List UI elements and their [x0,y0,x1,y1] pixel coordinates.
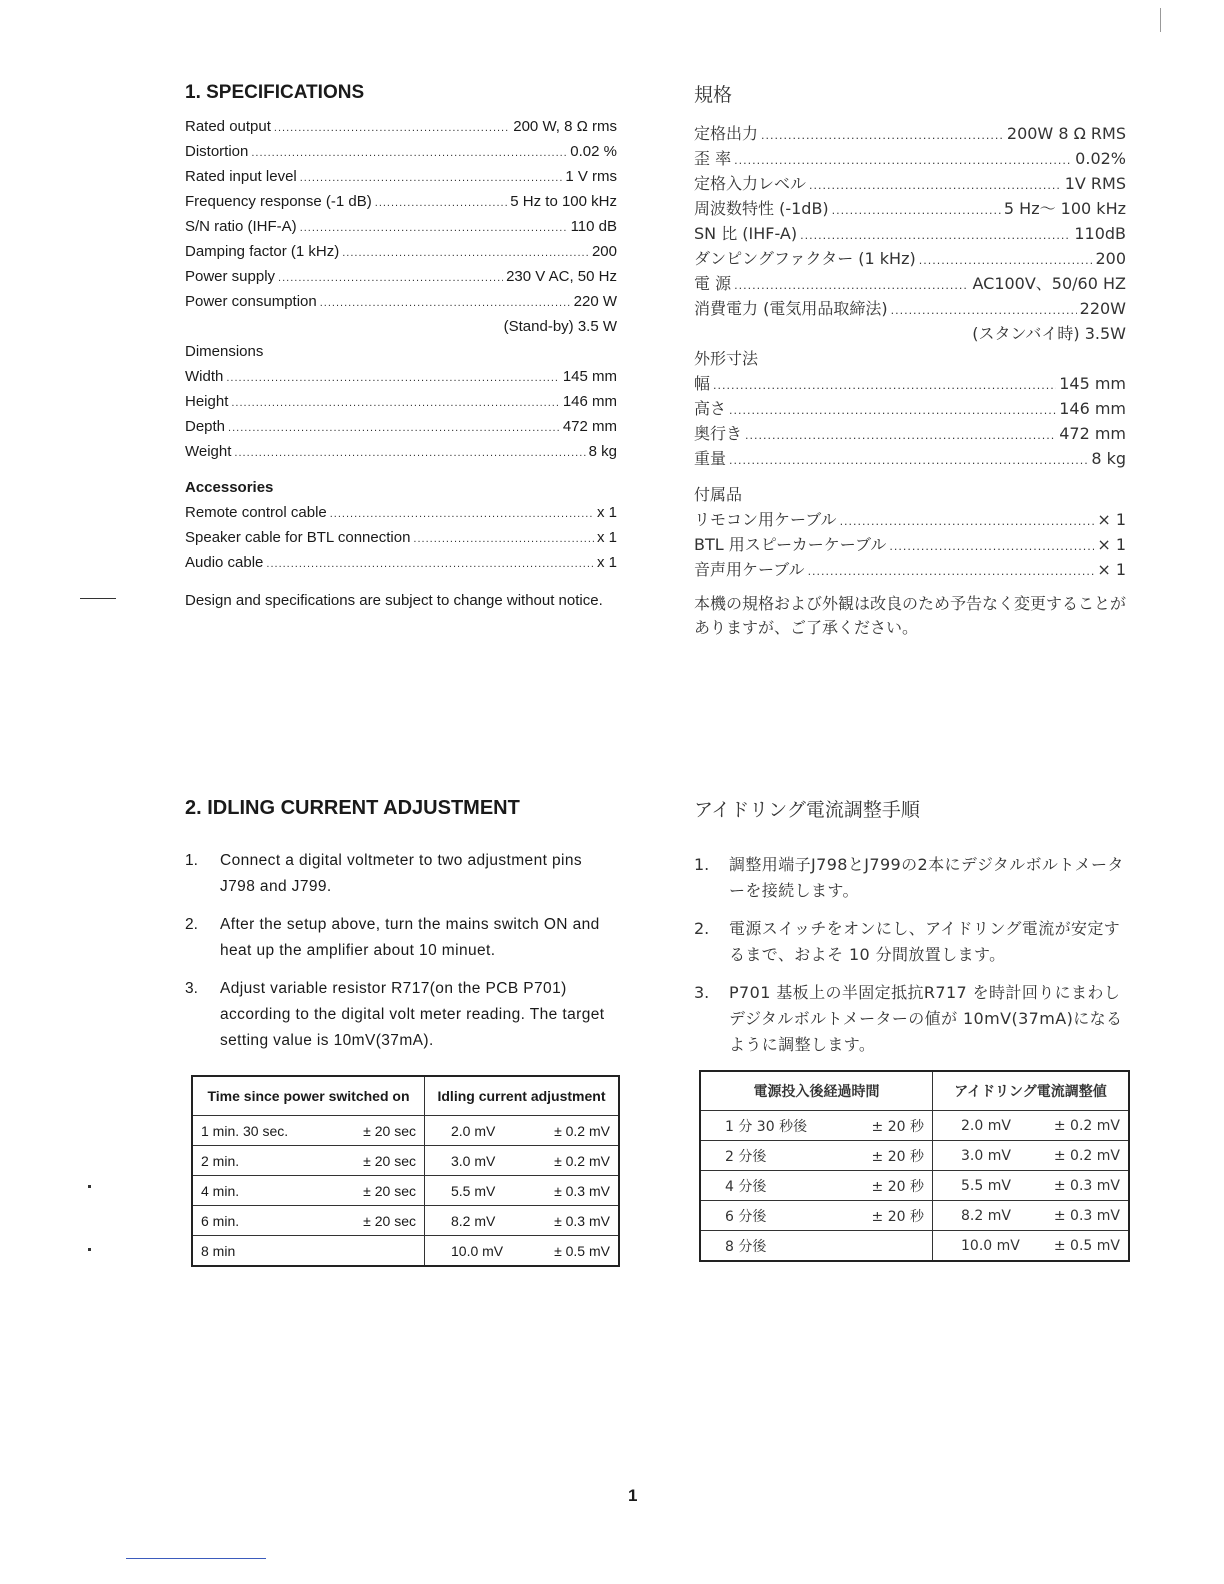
step-number: 2. [185,916,198,933]
dimension-row [185,368,617,393]
accessory-label: 音声用ケーブル [694,560,805,579]
step-number: 1. [694,855,710,874]
step-text: After the setup above, turn the mains switch ON and heat up the amplifier about 10 minuet. [220,916,600,959]
ja-spec-title: 規格 [694,84,733,106]
standby-value: (スタンバイ時) 3.5W [972,324,1126,343]
table-row [192,1206,619,1236]
table-row [192,1176,619,1206]
en-idle-section [185,797,617,1066]
accessory-row [694,557,1126,582]
mv-tolerance: ± 0.5 mV [1053,1237,1120,1254]
en-spec-section [185,82,617,613]
spec-label: 定格入力レベル [694,174,807,193]
ja-spec-section [694,80,1126,640]
spec-value: 220W [1079,299,1126,318]
spec-row [694,271,1126,296]
table-row [192,1146,619,1176]
step-text: P701 基板上の半固定抵抗R717 を時計回りにまわしデジタルボルトメーターの値が 10mV(37mA)になるように調整します。 [729,983,1123,1054]
time-cell: 2 分後 [725,1148,767,1165]
spec-value: 200 W, 8 Ω rms [513,118,617,135]
mv-tolerance: ± 0.3 mV [1053,1207,1120,1224]
time-cell: 1 分 30 秒後 [725,1118,808,1135]
mv-tolerance: ± 0.2 mV [554,1152,610,1169]
table-row [700,1141,1129,1171]
dimensions-label: 外形寸法 [694,349,759,368]
page-number: 1 [628,1486,638,1505]
accessory-value: × 1 [1097,560,1126,579]
dimension-row [694,421,1126,446]
step-number: 3. [694,983,710,1002]
spec-value: 5 Hz to 100 kHz [510,193,617,210]
step-number: 2. [694,919,710,938]
dimension-row [185,443,617,468]
dimension-label: Width [185,368,224,385]
mv-cell: 5.5 mV [451,1182,496,1199]
mv-cell: 3.0 mV [451,1152,496,1169]
mv-tolerance: ± 0.5 mV [554,1242,610,1259]
mv-tolerance: ± 0.2 mV [1053,1147,1120,1164]
mv-tolerance: ± 0.2 mV [554,1122,610,1139]
spec-label: Power consumption [185,293,317,310]
scan-mark [88,1248,91,1251]
dimension-label: Height [185,393,229,410]
spec-row [694,121,1126,146]
time-tolerance: ± 20 秒 [871,1208,924,1225]
spec-row [185,268,617,293]
spec-label: Rated input level [185,168,297,185]
spec-row [694,171,1126,196]
accessory-label: リモコン用ケーブル [694,510,837,529]
accessories-label: 付属品 [694,485,743,504]
time-tolerance: ± 20 sec [363,1212,416,1229]
step-item [185,976,617,1054]
time-tolerance: ± 20 秒 [871,1148,924,1165]
time-cell: 4 min. [201,1182,240,1199]
spec-value: 0.02 % [570,143,617,160]
mv-tolerance: ± 0.2 mV [1053,1117,1120,1134]
table-row [700,1201,1129,1231]
spec-value: 0.02% [1075,149,1126,168]
spec-row [694,146,1126,171]
mv-tolerance: ± 0.3 mV [554,1182,610,1199]
step-text: 電源スイッチをオンにし、アイドリング電流が安定するまで、およそ 10 分間放置します。 [729,919,1121,964]
step-item [694,980,1126,1058]
spec-value: 230 V AC, 50 Hz [506,268,617,285]
dimension-label: Depth [185,418,226,435]
accessory-row [694,507,1126,532]
spec-row [694,296,1126,321]
scan-mark [80,598,116,599]
accessory-value: x 1 [596,529,617,546]
table-row [700,1231,1129,1262]
spec-row [185,293,617,318]
scan-mark [88,1185,91,1188]
spec-value: 5 Hz～ 100 kHz [1003,199,1126,218]
table-header-row [192,1076,619,1116]
step-text: 調整用端子J798とJ799の2本にデジタルボルトメーターを接続します。 [729,855,1124,900]
spec-label: Damping factor (1 kHz) [185,243,340,260]
accessory-row [694,532,1126,557]
standby-value: (Stand-by) 3.5 W [503,318,617,335]
time-cell: 6 min. [201,1212,240,1229]
dimension-value: 472 mm [1059,424,1126,443]
spec-value: 110dB [1074,224,1126,243]
accessory-label: Remote control cable [185,504,327,521]
spec-label: 定格出力 [694,124,759,143]
dimension-label: 重量 [694,449,727,468]
table-header-row [700,1071,1129,1111]
spec-row [185,193,617,218]
spec-row [185,243,617,268]
ja-spec-list [694,121,1126,640]
accessories-label: Accessories [185,479,274,496]
dimension-value: 145 mm [562,368,617,385]
spec-value: 110 dB [570,218,617,235]
dimension-label: Weight [185,443,232,460]
dimension-label: 奥行き [694,424,743,443]
dimension-value: 146 mm [562,393,617,410]
step-item [185,912,617,964]
spec-value: 200 [1095,249,1126,268]
spec-row [694,246,1126,271]
table-row [700,1171,1129,1201]
dimension-label: 幅 [694,374,711,393]
spec-label: ダンピングファクター (1 kHz) [694,249,916,268]
time-tolerance: ± 20 sec [363,1152,416,1169]
time-tolerance: ± 20 秒 [871,1118,924,1135]
spec-value: 220 W [573,293,617,310]
spec-value: 200W 8 Ω RMS [1006,124,1126,143]
dimension-row [694,371,1126,396]
mv-cell: 8.2 mV [961,1207,1011,1224]
en-steps [185,848,617,1054]
accessory-label: Audio cable [185,554,264,571]
step-text: Adjust variable resistor R717(on the PCB P701) according to the digital volt meter reading. The target setting value is 10mV(37mA). [220,980,605,1049]
table-row [192,1236,619,1267]
spec-label: Frequency response (-1 dB) [185,193,372,210]
table-row [700,1111,1129,1141]
mv-tolerance: ± 0.3 mV [1053,1177,1120,1194]
accessory-value: × 1 [1097,535,1126,554]
time-cell: 8 min [201,1242,236,1259]
accessory-row [185,554,617,579]
accessory-row [185,504,617,529]
spec-row [185,218,617,243]
time-cell: 4 分後 [725,1178,767,1195]
step-number: 3. [185,980,198,997]
spec-row [185,143,617,168]
mv-tolerance: ± 0.3 mV [554,1212,610,1229]
dimension-row [694,446,1126,471]
ja-idle-title: アイドリング電流調整手順 [694,799,920,821]
table-header: アイドリング電流調整値 [933,1071,1130,1111]
time-cell: 6 分後 [725,1208,767,1225]
spec-label: 電 源 [694,274,732,293]
time-cell: 2 min. [201,1152,240,1169]
mv-cell: 3.0 mV [961,1147,1011,1164]
accessory-label: BTL 用スピーカーケーブル [694,535,887,554]
dimensions-label: Dimensions [185,343,264,360]
mv-cell: 5.5 mV [961,1177,1011,1194]
spec-label: 歪 率 [694,149,732,168]
scan-mark [1160,8,1161,32]
spec-row [694,196,1126,221]
spec-label: 周波数特性 (-1dB) [694,199,829,218]
spec-label: Rated output [185,118,271,135]
mv-cell: 2.0 mV [961,1117,1011,1134]
dimension-value: 472 mm [562,418,617,435]
accessory-label: Speaker cable for BTL connection [185,529,411,546]
time-cell: 1 min. 30 sec. [201,1122,289,1139]
spec-row [185,118,617,143]
dimension-value: 8 kg [1091,449,1126,468]
mv-cell: 8.2 mV [451,1212,496,1229]
spec-value: 1V RMS [1064,174,1126,193]
en-spec-list [185,118,617,613]
spec-label: SN 比 (IHF-A) [694,224,798,243]
spec-label: 消費電力 (電気用品取締法) [694,299,888,318]
scan-mark [126,1558,266,1559]
accessory-value: x 1 [596,554,617,571]
time-tolerance: ± 20 秒 [871,1178,924,1195]
time-tolerance: ± 20 sec [363,1122,416,1139]
accessory-row [185,529,617,554]
mv-cell: 2.0 mV [451,1122,496,1139]
step-item [694,916,1126,968]
spec-row [694,221,1126,246]
spec-value: 1 V rms [565,168,617,185]
dimension-value: 146 mm [1059,399,1126,418]
en-idle-table [191,1075,620,1267]
notice-text: Design and specifications are subject to change without notice. [185,592,603,609]
spec-value: 200 [591,243,617,260]
en-idle-title: 2. IDLING CURRENT ADJUSTMENT [185,797,520,819]
accessory-value: x 1 [596,504,617,521]
en-spec-title: 1. SPECIFICATIONS [185,82,365,103]
dimension-row [185,393,617,418]
spec-label: S/N ratio (IHF-A) [185,218,297,235]
dimension-value: 145 mm [1059,374,1126,393]
dimension-row [694,396,1126,421]
ja-idle-section [694,795,1126,1070]
time-cell: 8 分後 [725,1238,767,1255]
spec-label: Power supply [185,268,276,285]
table-row [192,1116,619,1146]
mv-cell: 10.0 mV [451,1242,504,1259]
ja-steps [694,852,1126,1058]
dimension-value: 8 kg [588,443,617,460]
step-number: 1. [185,852,198,869]
notice-text: 本機の規格および外観は改良のため予告なく変更することがありますが、ご了承ください。 [694,594,1127,637]
dimension-row [185,418,617,443]
step-text: Connect a digital voltmeter to two adjustment pins J798 and J799. [220,852,583,895]
time-tolerance: ± 20 sec [363,1182,416,1199]
step-item [185,848,617,900]
table-header: Idling current adjustment [425,1076,620,1116]
spec-row [185,168,617,193]
accessory-value: × 1 [1097,510,1126,529]
ja-idle-table [699,1070,1130,1262]
spec-label: Distortion [185,143,249,160]
mv-cell: 10.0 mV [961,1237,1020,1254]
table-header: Time since power switched on [192,1076,425,1116]
step-item [694,852,1126,904]
spec-value: AC100V、50/60 HZ [972,274,1126,293]
table-header: 電源投入後経過時間 [700,1071,933,1111]
dimension-label: 高さ [694,399,727,418]
